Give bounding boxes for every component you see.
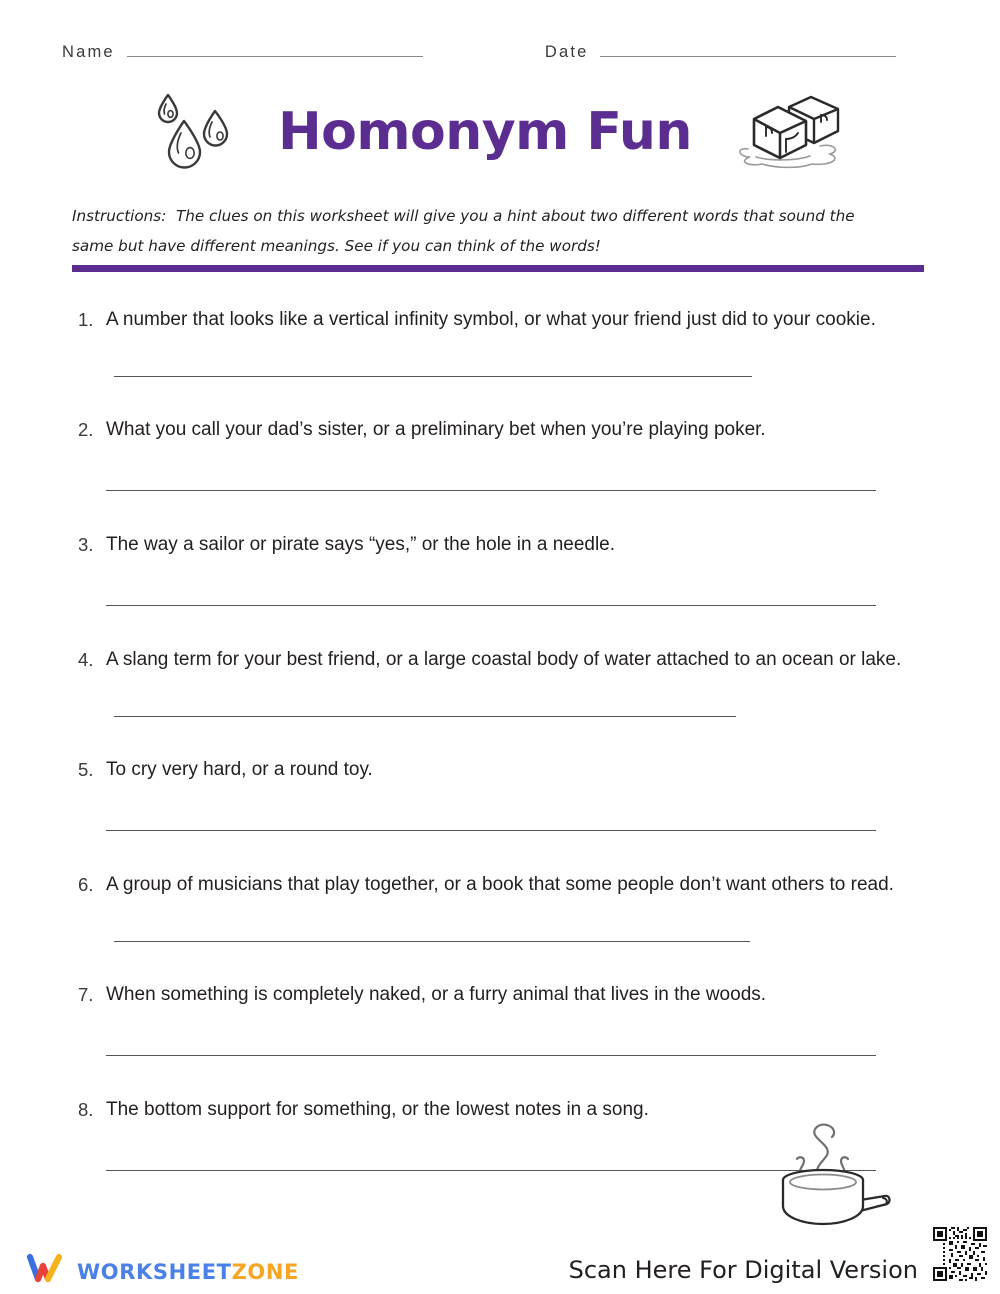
brand-zone-text: ZONE	[231, 1259, 299, 1284]
question-text: When something is completely naked, or a furry animal that lives in the woods.	[106, 984, 767, 1005]
qr-code-icon[interactable]	[928, 1222, 992, 1286]
question-body	[106, 404, 928, 519]
question-spacer	[106, 612, 928, 634]
question-number: 5.	[78, 759, 94, 780]
name-field[interactable]	[62, 42, 423, 62]
question-text: The bottom support for something, or the lowest notes in a song.	[106, 1099, 649, 1120]
question-number: 8.	[78, 1099, 94, 1120]
date-field[interactable]	[545, 42, 897, 62]
name-write-line[interactable]	[127, 42, 423, 57]
answer-write-line[interactable]	[106, 1055, 876, 1056]
question-item	[72, 744, 928, 859]
question-spacer	[106, 497, 928, 519]
answer-write-line[interactable]	[114, 703, 736, 717]
brand-worksheet-text: WORKSHEET	[77, 1259, 232, 1284]
question-number: 2.	[78, 419, 94, 440]
answer-write-line[interactable]	[114, 928, 750, 942]
instructions-lead: Instructions:	[72, 207, 176, 226]
answer-write-line[interactable]	[106, 605, 876, 606]
question-item	[72, 859, 928, 969]
question-item	[72, 969, 928, 1084]
question-number: 7.	[78, 984, 94, 1005]
question-text: A group of musicians that play together, or a book that some people don’t want others to read.	[106, 874, 894, 895]
question-text: The way a sailor or pirate says “yes,” or the hole in a needle.	[106, 534, 616, 555]
instructions-body: The clues on this worksheet will give you a hint about two different words that sound the same but have different meanings. See if you can think of the words!	[72, 207, 855, 256]
question-item	[72, 519, 928, 634]
header-fields	[62, 42, 938, 76]
question-item	[72, 404, 928, 519]
question-spacer	[106, 837, 928, 859]
title-band	[0, 86, 1000, 178]
scan-label: Scan Here For Digital Version	[568, 1256, 918, 1284]
question-number: 4.	[78, 649, 94, 670]
instructions	[72, 201, 884, 261]
question-body	[106, 519, 928, 634]
name-label: Name	[62, 43, 115, 61]
question-body	[106, 634, 928, 744]
question-text: What you call your dad’s sister, or a preliminary bet when you’re playing poker.	[106, 419, 766, 440]
question-body	[106, 969, 928, 1084]
question-text: To cry very hard, or a round toy.	[106, 759, 373, 780]
question-body	[106, 859, 928, 969]
purple-divider	[72, 265, 924, 272]
scan-digital-version[interactable]	[569, 1222, 992, 1286]
question-body	[106, 744, 928, 859]
question-number: 3.	[78, 534, 94, 555]
question-body	[106, 294, 928, 404]
answer-write-line[interactable]	[114, 363, 752, 377]
brand-wordmark	[77, 1260, 299, 1284]
question-text: A slang term for your best friend, or a large coastal body of water attached to an ocean or lake.	[106, 649, 902, 670]
question-item	[72, 634, 928, 744]
water-droplets-icon	[148, 89, 244, 176]
question-item	[72, 294, 928, 404]
date-label: Date	[544, 43, 589, 61]
question-spacer	[106, 1062, 928, 1084]
date-write-line[interactable]	[600, 42, 896, 57]
question-list	[72, 294, 928, 1199]
question-number: 1.	[78, 309, 94, 330]
worksheet-zone-logo-icon	[26, 1252, 66, 1291]
answer-write-line[interactable]	[106, 490, 876, 491]
question-text: A number that looks like a vertical infinity symbol, or what your friend just did to your cookie.	[106, 309, 876, 330]
question-number: 6.	[78, 874, 94, 895]
answer-write-line[interactable]	[106, 830, 876, 831]
ice-cubes-icon	[726, 87, 852, 178]
worksheet-zone-branding[interactable]	[26, 1252, 299, 1291]
page-title: Homonym Fun	[278, 102, 692, 162]
